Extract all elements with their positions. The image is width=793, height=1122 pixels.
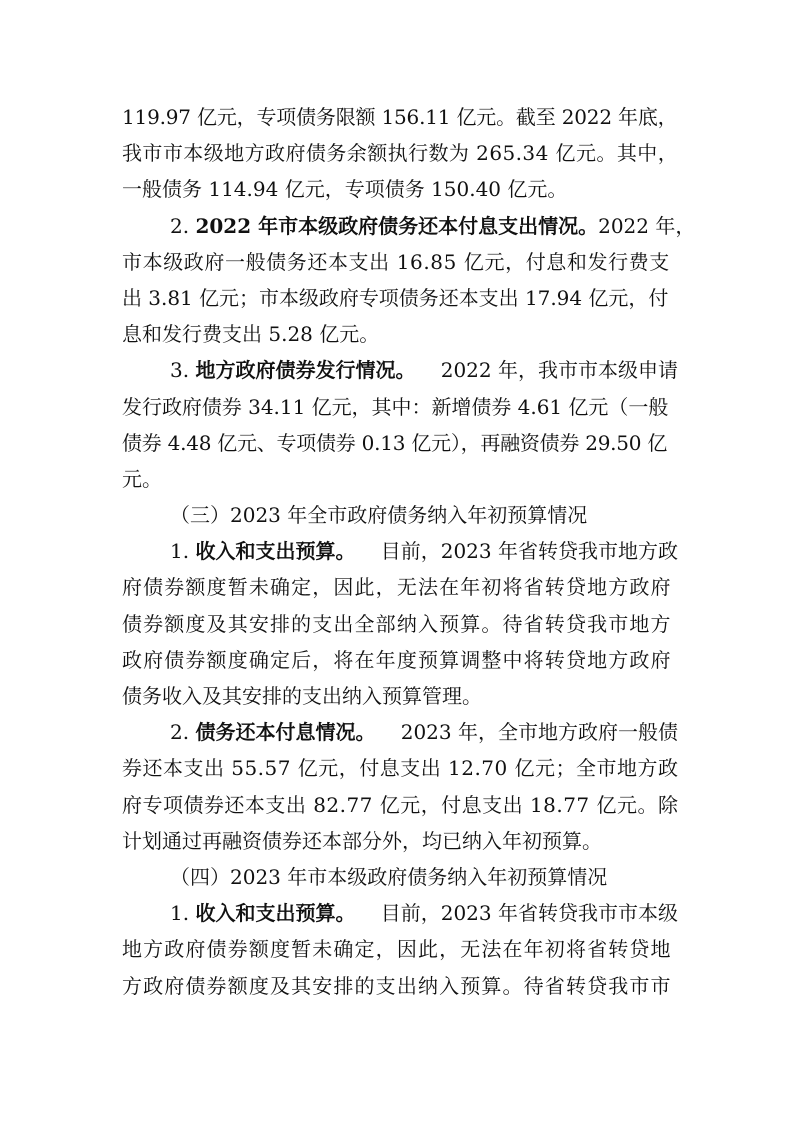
item-number: 3. xyxy=(170,358,196,383)
text-line xyxy=(122,99,678,135)
line-text: 2022 年， xyxy=(598,213,696,238)
document-body xyxy=(122,99,696,1004)
line-text: 府债券额度暂未确定，因此，无法在年初将省转贷地方政府 xyxy=(122,575,672,600)
item-number: 2. xyxy=(170,720,196,745)
line-text: 目前，2023 年省转贷我市地方政 xyxy=(380,539,678,564)
text-line xyxy=(122,895,678,931)
line-text: （三）2023 年全市政府债务纳入年初预算情况 xyxy=(170,503,588,528)
text-line xyxy=(122,135,678,171)
item-number: 2. xyxy=(170,213,196,238)
line-text: 出 3.81 亿元；市本级政府专项债务还本支出 17.94 亿元，付 xyxy=(122,285,669,310)
line-text: 债务收入及其安排的支出纳入预算管理。 xyxy=(122,684,482,708)
text-line xyxy=(122,859,678,895)
item-heading: 地方政府债券发行情况。 xyxy=(195,358,416,383)
item-heading: 收入和支出预算。 xyxy=(195,539,356,564)
line-text: 发行政府债券 34.11 亿元，其中：新增债券 4.61 亿元（一般 xyxy=(122,394,669,419)
text-line xyxy=(122,316,678,352)
line-text: 政府债券额度确定后，将在年度预算调整中将转贷地方政府 xyxy=(122,647,672,672)
line-text: 2022 年，我市市本级申请 xyxy=(440,358,678,383)
line-text: 债券额度及其安排的支出全部纳入预算。待省转贷我市地方 xyxy=(122,611,672,636)
item-heading: 债务还本付息情况。 xyxy=(195,720,376,745)
line-text: 市本级政府一般债务还本支出 16.85 亿元，付息和发行费支 xyxy=(122,249,670,274)
text-line xyxy=(122,461,678,497)
text-line xyxy=(122,750,678,786)
line-text: 债券 4.48 亿元、专项债券 0.13 亿元），再融资债券 29.50 亿 xyxy=(122,430,668,455)
text-line xyxy=(122,389,678,425)
item-heading: 2022 年市本级政府债务还本付息支出情况。 xyxy=(195,213,599,238)
text-line xyxy=(122,931,678,967)
text-line xyxy=(122,352,678,388)
text-line xyxy=(122,714,678,750)
line-text: 119.97 亿元，专项债务限额 156.11 亿元。截至 2022 年底， xyxy=(122,105,678,129)
line-text: 息和发行费支出 5.28 亿元。 xyxy=(122,322,380,347)
text-line xyxy=(122,244,678,280)
text-line xyxy=(122,678,678,714)
text-line xyxy=(122,425,678,461)
line-text: 计划通过再融资债券还本部分外，均已纳入年初预算。 xyxy=(122,828,602,853)
line-text: 一般债务 114.94 亿元，专项债务 150.40 亿元。 xyxy=(122,177,568,202)
line-text: 元。 xyxy=(122,466,162,491)
text-line xyxy=(122,280,678,316)
text-line xyxy=(122,606,678,642)
text-line xyxy=(122,569,678,605)
line-text: 2023 年，全市地方政府一般债 xyxy=(400,720,678,745)
text-line xyxy=(122,497,678,533)
line-text: 目前，2023 年省转贷我市市本级 xyxy=(380,901,678,926)
line-text: 方政府债券额度及其安排的支出纳入预算。待省转贷我市市 xyxy=(122,973,672,998)
text-line xyxy=(122,787,678,823)
item-number: 1. xyxy=(170,539,196,564)
line-text: 我市市本级地方政府债务余额执行数为 265.34 亿元。其中， xyxy=(122,141,679,166)
text-line xyxy=(122,823,678,859)
text-line xyxy=(122,642,678,678)
text-line xyxy=(122,533,678,569)
line-text: 地方政府债券额度暂未确定，因此，无法在年初将省转贷地 xyxy=(122,937,672,962)
line-text: （四）2023 年市本级政府债务纳入年初预算情况 xyxy=(170,864,608,889)
line-text: 券还本支出 55.57 亿元，付息支出 12.70 亿元；全市地方政 xyxy=(122,756,679,781)
text-line xyxy=(122,968,678,1004)
item-heading: 收入和支出预算。 xyxy=(195,901,356,926)
text-line xyxy=(122,208,696,244)
item-number: 1. xyxy=(170,901,196,926)
line-text: 府专项债券还本支出 82.77 亿元，付息支出 18.77 亿元。除 xyxy=(122,792,679,817)
text-line xyxy=(122,171,678,207)
